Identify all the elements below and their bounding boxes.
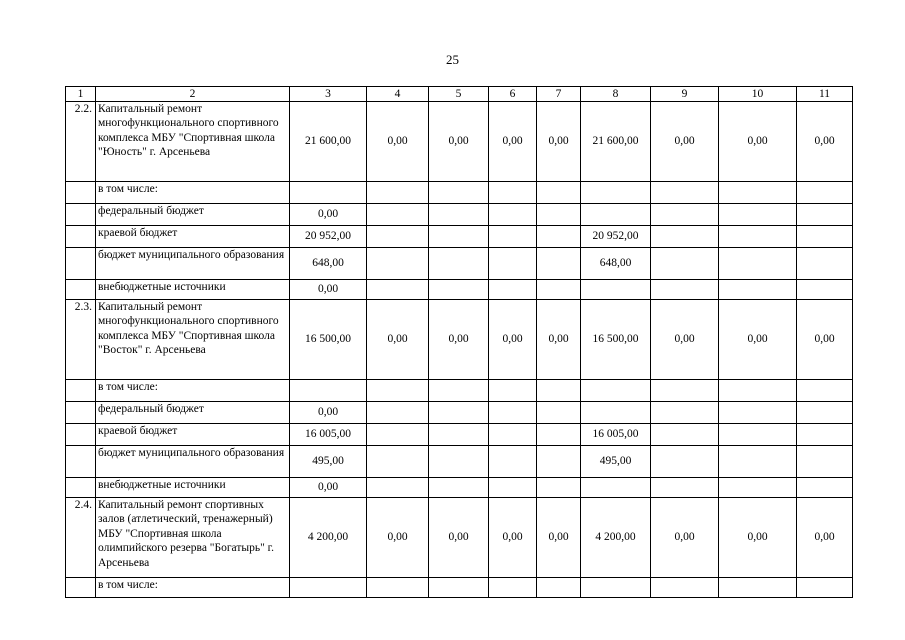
value-cell — [651, 478, 719, 498]
value-cell — [489, 424, 537, 446]
value-cell: 0,00 — [429, 498, 489, 578]
value-cell: 648,00 — [581, 248, 651, 280]
value-cell: 20 952,00 — [290, 226, 367, 248]
value-cell — [367, 248, 429, 280]
row-name-cell: в том числе: — [96, 380, 290, 402]
value-cell — [581, 182, 651, 204]
value-cell — [429, 478, 489, 498]
value-cell: 16 005,00 — [290, 424, 367, 446]
value-cell — [719, 578, 797, 598]
column-header: 5 — [429, 87, 489, 102]
row-name-cell: внебюджетные источники — [96, 478, 290, 498]
row-name-cell: Капитальный ремонт многофункционального спортивного комплекса МБУ "Спортивная школа "Восток" г. Арсеньева — [96, 300, 290, 380]
column-header: 2 — [96, 87, 290, 102]
value-cell — [429, 578, 489, 598]
row-number-cell — [66, 204, 96, 226]
value-cell — [489, 280, 537, 300]
table-row — [66, 402, 853, 424]
table-row — [66, 578, 853, 598]
value-cell — [581, 380, 651, 402]
value-cell: 21 600,00 — [290, 102, 367, 182]
value-cell — [651, 280, 719, 300]
value-cell — [489, 204, 537, 226]
value-cell: 495,00 — [581, 446, 651, 478]
value-cell — [489, 226, 537, 248]
table-row — [66, 446, 853, 478]
row-name-cell: Капитальный ремонт многофункционального спортивного комплекса МБУ "Спортивная школа "Юность" г. Арсеньева — [96, 102, 290, 182]
row-name-cell: Капитальный ремонт спортивных залов (атлетический, тренажерный) МБУ "Спортивная школа олимпийского резерва "Богатырь" г. Арсеньева — [96, 498, 290, 578]
value-cell: 20 952,00 — [581, 226, 651, 248]
value-cell — [367, 478, 429, 498]
row-name-cell: краевой бюджет — [96, 226, 290, 248]
value-cell — [651, 402, 719, 424]
value-cell — [489, 402, 537, 424]
value-cell — [581, 204, 651, 226]
value-cell — [797, 578, 853, 598]
table-row — [66, 204, 853, 226]
value-cell — [429, 380, 489, 402]
table-row — [66, 380, 853, 402]
value-cell: 0,00 — [651, 498, 719, 578]
value-cell — [797, 380, 853, 402]
value-cell: 648,00 — [290, 248, 367, 280]
value-cell — [719, 424, 797, 446]
value-cell: 0,00 — [489, 498, 537, 578]
value-cell — [651, 424, 719, 446]
table-row — [66, 182, 853, 204]
value-cell — [651, 248, 719, 280]
value-cell: 0,00 — [719, 300, 797, 380]
value-cell — [489, 248, 537, 280]
value-cell — [489, 380, 537, 402]
row-name-cell: федеральный бюджет — [96, 402, 290, 424]
value-cell: 0,00 — [797, 498, 853, 578]
value-cell — [537, 446, 581, 478]
value-cell: 0,00 — [290, 204, 367, 226]
value-cell: 16 500,00 — [290, 300, 367, 380]
value-cell: 0,00 — [797, 300, 853, 380]
value-cell — [489, 478, 537, 498]
column-header: 1 — [66, 87, 96, 102]
value-cell — [651, 380, 719, 402]
row-number-cell — [66, 424, 96, 446]
value-cell — [290, 578, 367, 598]
value-cell — [429, 402, 489, 424]
row-number-cell — [66, 402, 96, 424]
value-cell: 16 005,00 — [581, 424, 651, 446]
table-row — [66, 280, 853, 300]
row-name-cell: в том числе: — [96, 578, 290, 598]
value-cell — [797, 280, 853, 300]
row-number-cell — [66, 182, 96, 204]
value-cell — [581, 402, 651, 424]
column-header: 4 — [367, 87, 429, 102]
row-number-cell: 2.2. — [66, 102, 96, 182]
value-cell: 0,00 — [429, 102, 489, 182]
value-cell: 0,00 — [367, 498, 429, 578]
row-number-cell — [66, 226, 96, 248]
value-cell — [797, 248, 853, 280]
table-row — [66, 478, 853, 498]
value-cell — [489, 578, 537, 598]
value-cell — [429, 280, 489, 300]
value-cell — [719, 226, 797, 248]
budget-table — [65, 86, 853, 598]
row-number-cell — [66, 380, 96, 402]
value-cell — [651, 182, 719, 204]
table-row — [66, 226, 853, 248]
value-cell: 0,00 — [489, 300, 537, 380]
column-header: 8 — [581, 87, 651, 102]
value-cell — [537, 226, 581, 248]
value-cell: 0,00 — [537, 102, 581, 182]
table-row — [66, 102, 853, 182]
value-cell: 0,00 — [489, 102, 537, 182]
table-body — [66, 87, 853, 598]
value-cell: 0,00 — [429, 300, 489, 380]
row-name-cell: внебюджетные источники — [96, 280, 290, 300]
value-cell — [797, 182, 853, 204]
column-header: 6 — [489, 87, 537, 102]
row-number-cell — [66, 248, 96, 280]
value-cell — [429, 204, 489, 226]
row-name-cell: краевой бюджет — [96, 424, 290, 446]
value-cell — [367, 182, 429, 204]
value-cell: 0,00 — [367, 300, 429, 380]
column-header: 7 — [537, 87, 581, 102]
value-cell — [367, 446, 429, 478]
row-name-cell: в том числе: — [96, 182, 290, 204]
value-cell — [651, 446, 719, 478]
value-cell — [429, 424, 489, 446]
value-cell — [367, 402, 429, 424]
value-cell — [537, 402, 581, 424]
value-cell — [651, 226, 719, 248]
value-cell — [719, 182, 797, 204]
value-cell: 0,00 — [290, 402, 367, 424]
value-cell — [719, 402, 797, 424]
value-cell — [537, 204, 581, 226]
value-cell: 21 600,00 — [581, 102, 651, 182]
table-row — [66, 300, 853, 380]
value-cell — [537, 578, 581, 598]
value-cell — [537, 478, 581, 498]
value-cell — [719, 380, 797, 402]
row-number-cell — [66, 280, 96, 300]
value-cell — [367, 204, 429, 226]
value-cell — [367, 226, 429, 248]
value-cell — [367, 578, 429, 598]
value-cell: 0,00 — [290, 478, 367, 498]
value-cell — [429, 446, 489, 478]
value-cell — [367, 280, 429, 300]
row-name-cell: федеральный бюджет — [96, 204, 290, 226]
value-cell: 0,00 — [719, 102, 797, 182]
column-header-row — [66, 87, 853, 102]
value-cell — [797, 204, 853, 226]
value-cell — [797, 424, 853, 446]
row-name-cell: бюджет муниципального образования — [96, 248, 290, 280]
page-number: 25 — [446, 52, 459, 67]
value-cell — [429, 248, 489, 280]
value-cell: 0,00 — [719, 498, 797, 578]
value-cell — [797, 446, 853, 478]
value-cell — [719, 280, 797, 300]
value-cell: 0,00 — [651, 300, 719, 380]
value-cell — [537, 380, 581, 402]
value-cell — [651, 204, 719, 226]
value-cell — [429, 226, 489, 248]
value-cell — [537, 248, 581, 280]
value-cell: 0,00 — [367, 102, 429, 182]
value-cell — [581, 478, 651, 498]
value-cell — [489, 182, 537, 204]
value-cell — [797, 226, 853, 248]
value-cell — [367, 380, 429, 402]
value-cell: 0,00 — [651, 102, 719, 182]
value-cell — [367, 424, 429, 446]
row-number-cell: 2.3. — [66, 300, 96, 380]
value-cell — [651, 578, 719, 598]
value-cell — [797, 478, 853, 498]
value-cell — [581, 280, 651, 300]
value-cell: 4 200,00 — [581, 498, 651, 578]
row-name-cell: бюджет муниципального образования — [96, 446, 290, 478]
row-number-cell — [66, 446, 96, 478]
column-header: 10 — [719, 87, 797, 102]
row-number-cell — [66, 578, 96, 598]
row-number-cell: 2.4. — [66, 498, 96, 578]
column-header: 9 — [651, 87, 719, 102]
value-cell: 4 200,00 — [290, 498, 367, 578]
value-cell: 16 500,00 — [581, 300, 651, 380]
table-row — [66, 498, 853, 578]
value-cell — [429, 182, 489, 204]
value-cell — [537, 280, 581, 300]
column-header: 3 — [290, 87, 367, 102]
value-cell — [719, 204, 797, 226]
table-row — [66, 424, 853, 446]
value-cell — [290, 380, 367, 402]
value-cell: 0,00 — [537, 498, 581, 578]
value-cell: 0,00 — [290, 280, 367, 300]
table-row — [66, 248, 853, 280]
value-cell: 495,00 — [290, 446, 367, 478]
value-cell — [719, 446, 797, 478]
value-cell: 0,00 — [797, 102, 853, 182]
value-cell: 0,00 — [537, 300, 581, 380]
value-cell — [719, 478, 797, 498]
value-cell — [290, 182, 367, 204]
value-cell — [537, 182, 581, 204]
value-cell — [489, 446, 537, 478]
value-cell — [797, 402, 853, 424]
column-header: 11 — [797, 87, 853, 102]
row-number-cell — [66, 478, 96, 498]
value-cell — [581, 578, 651, 598]
value-cell — [719, 248, 797, 280]
value-cell — [537, 424, 581, 446]
